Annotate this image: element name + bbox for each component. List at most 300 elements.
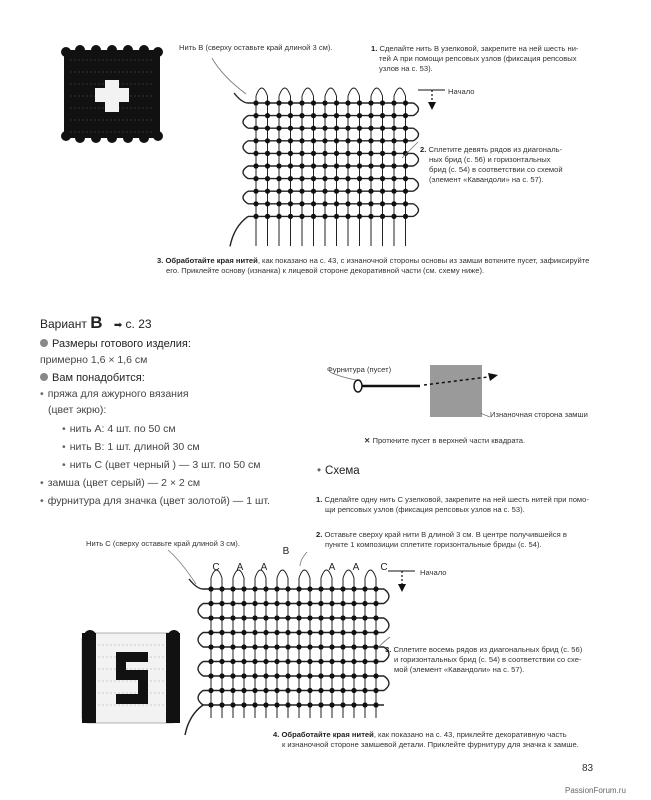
knot-dot [265, 189, 270, 194]
knot-dot [274, 702, 279, 707]
knot-dot [373, 673, 378, 678]
top-step2-line-1: Сплетите девять рядов из диагональ- [428, 145, 563, 154]
knot-dot [307, 615, 312, 620]
knot-dot [274, 644, 279, 649]
knot-dot [403, 214, 408, 219]
knot-dot [340, 673, 345, 678]
knot-dot [219, 630, 224, 635]
knot-dot [311, 214, 316, 219]
knot-dot [263, 586, 268, 591]
knot-dot [380, 100, 385, 105]
pin-note-text: Проткните пусет в верхней части квадрата. [372, 436, 526, 445]
cross-badge-photo [61, 45, 163, 143]
knot-dot [274, 659, 279, 664]
knot-dot [380, 176, 385, 181]
knot-dot [373, 644, 378, 649]
knot-dot [334, 189, 339, 194]
knot-dot [391, 113, 396, 118]
knot-dot [252, 601, 257, 606]
knot-dot [285, 615, 290, 620]
knot-dot [403, 113, 408, 118]
need-item-2: (цвет экрю): [48, 404, 107, 416]
knot-dot [403, 163, 408, 168]
knot-dot [208, 659, 213, 664]
knot-dot [340, 702, 345, 707]
scheme-step2-line-1: Оставьте сверху край нити В длиной 3 см. В центре получившейся в [324, 530, 567, 539]
start-arrow-icon [418, 90, 445, 110]
knot-dot [253, 163, 258, 168]
knot-dot [380, 214, 385, 219]
bullet-icon [40, 373, 48, 381]
scheme-step1 [316, 495, 616, 515]
knot-dot [380, 201, 385, 206]
knot-dot [340, 644, 345, 649]
knot-dot [285, 702, 290, 707]
side-turn [414, 204, 419, 217]
knot-dot [391, 189, 396, 194]
need-item-5: нить С (цвет черный ) — 3 шт. по 50 см [69, 459, 261, 471]
top-step3-bold: Обработайте края нитей [165, 256, 258, 265]
pin-note [364, 436, 525, 446]
knot-dot [322, 151, 327, 156]
knot-dot [391, 201, 396, 206]
thread-loop [394, 88, 406, 96]
knot-dot [299, 138, 304, 143]
scheme-step3-line-1: Сплетите восемь рядов из диагональных брид (с. 56) [393, 645, 583, 654]
thread-loop [348, 88, 360, 96]
top-step3-line-1: , как показано на с. 43, с изнаночной стороны основы из замши воткните пусет, зафиксируйте [257, 256, 590, 265]
knot-dot [263, 702, 268, 707]
knot-dot [351, 702, 356, 707]
knot-dot [208, 630, 213, 635]
knot-dot [288, 163, 293, 168]
knot-dot [334, 201, 339, 206]
knot-dot [357, 201, 362, 206]
knot-dot [230, 673, 235, 678]
scheme-step1-line-2: щи репсовых узлов (фиксация репсовых узлов на с. 53). [325, 505, 525, 514]
knot-dot [318, 644, 323, 649]
knot-dot [219, 601, 224, 606]
top-step1-num: 1. [371, 44, 378, 53]
need-item-3: нить А: 4 шт. по 50 см [69, 423, 176, 435]
knot-dot [263, 601, 268, 606]
knot-dot [362, 702, 367, 707]
knot-dot [403, 176, 408, 181]
side-turn [384, 618, 389, 633]
knot-dot [253, 151, 258, 156]
scheme-step2-line-2: пункте 1 композиции сплетите горизонтальные бриды (с. 54). [325, 540, 542, 549]
knot-dot [253, 189, 258, 194]
need-item-6: замша (цвет серый) — 2 × 2 см [47, 477, 201, 489]
knot-dot [311, 176, 316, 181]
knot-dot [296, 601, 301, 606]
thread-loop [371, 88, 383, 96]
knot-dot [373, 688, 378, 693]
knot-dot [241, 630, 246, 635]
scheme-step4 [273, 730, 613, 750]
scheme-step4-line-1: , как показано на с. 43, приклейте декоративную часть [373, 730, 567, 739]
need-heading: Вам понадобится: [52, 372, 145, 384]
knot-dot [391, 163, 396, 168]
knot-dot [380, 163, 385, 168]
knot-dot [296, 644, 301, 649]
knot-dot [311, 100, 316, 105]
knot-dot [345, 126, 350, 131]
side-turn [384, 676, 389, 691]
knot-dot [362, 586, 367, 591]
knot-dot [345, 100, 350, 105]
knot-dot [357, 214, 362, 219]
side-turn [243, 141, 248, 154]
knot-dot [299, 189, 304, 194]
size-value: примерно 1,6 × 1,6 см [40, 354, 148, 366]
knot-dot [322, 113, 327, 118]
knot-dot [307, 673, 312, 678]
knot-dot [274, 601, 279, 606]
knot-dot [208, 673, 213, 678]
thread-loop [277, 570, 288, 578]
watermark: PassionForum.ru [565, 786, 626, 795]
top-start-label: Начало [448, 87, 475, 96]
knot-dot [265, 201, 270, 206]
knot-dot [230, 630, 235, 635]
knot-dot [373, 702, 378, 707]
scheme-step3 [385, 645, 625, 675]
knot-dot [322, 201, 327, 206]
scheme-step2-num: 2. [316, 530, 323, 539]
knot-dot [219, 673, 224, 678]
knot-dot [241, 586, 246, 591]
entry-thread [234, 93, 248, 103]
knot-dot [208, 601, 213, 606]
side-turn [414, 128, 419, 141]
knot-dot [345, 113, 350, 118]
knot-dot [340, 630, 345, 635]
knot-dot [285, 673, 290, 678]
suede-square [430, 365, 482, 417]
knot-dot [276, 100, 281, 105]
pin-icon [354, 380, 420, 392]
knot-dot [351, 644, 356, 649]
side-turn [243, 166, 248, 179]
arrow-right-icon: ➡ [113, 320, 123, 331]
knot-dot [263, 688, 268, 693]
scheme-step4-num: 4. [273, 730, 280, 739]
variant-title [40, 313, 152, 333]
knot-dot [252, 630, 257, 635]
knot-dot [253, 176, 258, 181]
variant-ref: с. 23 [125, 317, 152, 331]
knot-dot [345, 163, 350, 168]
need-item-7: фурнитура для значка (цвет золотой) — 1 шт. [47, 495, 270, 507]
top-step2-line-3: брид (с. 54) в соответствии со схемой [429, 165, 563, 174]
knot-dot [288, 138, 293, 143]
knot-dot [219, 586, 224, 591]
exit-thread [185, 705, 203, 735]
knot-dot [241, 688, 246, 693]
specs-block: Размеры готового изделия: примерно 1,6 × 1,6 см Вам понадобится: • пряжа для ажурного вязания (цвет экрю): • нить А: 4 шт. по 50 см • нить В: 1 шт. длиной 30 см • нить С (цвет черный ) — 3 шт. по 50 см • замша (цвет серый) — 2 × 2 см • фурнитура для значка (цвет золотой) — 1 шт. [40, 338, 340, 509]
knot-dot [307, 702, 312, 707]
knot-dot [253, 100, 258, 105]
knot-dot [241, 615, 246, 620]
top-step1-line-1: Сделайте нить B узелковой, закрепите на ней шесть ни- [379, 44, 579, 53]
knot-dot [252, 702, 257, 707]
knot-dot [265, 113, 270, 118]
thread-loop [299, 570, 310, 578]
knot-dot [241, 659, 246, 664]
knot-dot [334, 113, 339, 118]
need-item: • пряжа для ажурного вязания [40, 388, 189, 400]
page-number: 83 [582, 763, 594, 774]
knot-dot [276, 214, 281, 219]
bullet-icon [40, 339, 48, 347]
top-step1 [371, 44, 611, 74]
knot-dot [307, 644, 312, 649]
top-step1-line-3: узлов на с. 53). [379, 64, 433, 73]
knot-dot [241, 601, 246, 606]
thread-loop [325, 88, 337, 96]
knot-dot [368, 163, 373, 168]
knot-dot [263, 659, 268, 664]
knot-dot [373, 630, 378, 635]
knot-dot [296, 630, 301, 635]
knot-dot [208, 702, 213, 707]
bottom-start-label: Начало [420, 568, 447, 577]
knot-dot [351, 673, 356, 678]
knot-dot [373, 601, 378, 606]
knot-dot [263, 615, 268, 620]
need-item-4: нить В: 1 шт. длиной 30 см [69, 441, 200, 453]
scheme-thread-label: Нить С (сверху оставьте край длиной 3 см). [86, 539, 240, 548]
knot-dot [299, 163, 304, 168]
close-icon: ✕ [364, 436, 371, 445]
thread-loop [279, 88, 291, 96]
knot-dot [329, 601, 334, 606]
thread-loop [302, 88, 314, 96]
need-item-1: пряжа для ажурного вязания [47, 388, 189, 400]
knot-dot [318, 688, 323, 693]
knot-dot [357, 163, 362, 168]
knot-dot [403, 138, 408, 143]
knot-dot [230, 615, 235, 620]
top-step3-line-2: его. Приклейте основу (изнанка) к лицевой стороне декоративной части (см. схему ниже). [166, 266, 485, 275]
knot-dot [318, 702, 323, 707]
knot-dot [307, 601, 312, 606]
variant-letter: B [90, 313, 103, 332]
knot-dot [329, 702, 334, 707]
knot-dot [230, 586, 235, 591]
knot-dot [334, 126, 339, 131]
knot-dot [285, 644, 290, 649]
knot-dot [252, 586, 257, 591]
knot-dot [373, 659, 378, 664]
knot-dot [311, 138, 316, 143]
knot-dot [285, 586, 290, 591]
knot-dot [263, 630, 268, 635]
knot-dot [391, 100, 396, 105]
knot-dot [219, 688, 224, 693]
knot-dot [368, 100, 373, 105]
five-badge-photo [82, 630, 180, 723]
knot-dot [329, 688, 334, 693]
knot-dot [252, 673, 257, 678]
knot-dot [362, 615, 367, 620]
knot-dot [322, 163, 327, 168]
knot-dot [351, 586, 356, 591]
side-turn [243, 116, 248, 129]
knot-dot [253, 138, 258, 143]
knot-dot [311, 126, 316, 131]
knot-dot [362, 659, 367, 664]
knot-dot [296, 586, 301, 591]
knot-dot [253, 126, 258, 131]
knot-dot [285, 688, 290, 693]
knot-dot [340, 615, 345, 620]
thread-loop [256, 88, 268, 96]
scheme-heading-text: Схема [325, 465, 360, 477]
knot-dot [276, 113, 281, 118]
knot-dot [329, 659, 334, 664]
knot-dot [311, 113, 316, 118]
knot-dot [230, 659, 235, 664]
knot-dot [318, 630, 323, 635]
knot-dot [230, 702, 235, 707]
knot-dot [403, 189, 408, 194]
knot-dot [357, 176, 362, 181]
knot-dot [288, 113, 293, 118]
knot-dot [208, 586, 213, 591]
knot-dot [322, 189, 327, 194]
knot-dot [276, 189, 281, 194]
size-heading: Размеры готового изделия: [52, 338, 191, 350]
knot-dot [307, 630, 312, 635]
knot-dot [322, 214, 327, 219]
macrame-scheme-top [230, 88, 419, 246]
knot-dot [274, 673, 279, 678]
knot-dot [340, 601, 345, 606]
knot-dot [276, 151, 281, 156]
knot-dot [288, 151, 293, 156]
knot-dot [403, 126, 408, 131]
knot-dot [403, 201, 408, 206]
knot-dot [362, 673, 367, 678]
knot-dot [362, 601, 367, 606]
scheme-step3-line-2: и горизонтальных брид (с. 54) в соответствии со схе- [394, 655, 582, 664]
knot-dot [299, 201, 304, 206]
knot-dot [288, 126, 293, 131]
knot-dot [362, 688, 367, 693]
knot-dot [230, 601, 235, 606]
scheme-step4-line-2: к изнаночной стороне замшевой детали. Приклейте фурнитуру для значка к замше. [282, 740, 579, 749]
knot-dot [274, 586, 279, 591]
side-turn [414, 103, 419, 116]
knot-dot [345, 176, 350, 181]
knot-dot [253, 201, 258, 206]
knot-dot [311, 151, 316, 156]
knot-dot [334, 138, 339, 143]
knot-dot [391, 214, 396, 219]
top-step3-num: 3. [157, 256, 164, 265]
thread-letter: C [212, 562, 220, 573]
knot-dot [329, 615, 334, 620]
knot-dot [351, 601, 356, 606]
knot-dot [219, 644, 224, 649]
knot-dot [285, 659, 290, 664]
pin-label: Фурнитура (пусет) [327, 365, 392, 374]
knot-dot [276, 126, 281, 131]
knot-dot [357, 100, 362, 105]
knot-dot [329, 644, 334, 649]
scheme-heading: • Схема [317, 465, 360, 477]
knot-dot [368, 201, 373, 206]
knot-dot [299, 151, 304, 156]
side-turn [414, 179, 419, 192]
side-turn [198, 604, 203, 619]
side-turn [198, 633, 203, 648]
knot-dot [357, 138, 362, 143]
knot-dot [368, 189, 373, 194]
knot-dot [318, 673, 323, 678]
knot-dot [322, 100, 327, 105]
knot-dot [329, 630, 334, 635]
knot-dot [263, 673, 268, 678]
knot-dot [334, 100, 339, 105]
knot-dot [368, 151, 373, 156]
knot-dot [230, 644, 235, 649]
knot-dot [311, 163, 316, 168]
knot-dot [208, 688, 213, 693]
knot-dot [345, 138, 350, 143]
knot-dot [288, 201, 293, 206]
knot-dot [322, 138, 327, 143]
knot-dot [318, 601, 323, 606]
knot-dot [380, 113, 385, 118]
knot-dot [252, 615, 257, 620]
knot-dot [322, 126, 327, 131]
exit-thread [230, 216, 248, 246]
knot-dot [334, 176, 339, 181]
knot-dot [299, 214, 304, 219]
knot-dot [357, 189, 362, 194]
knot-dot [253, 214, 258, 219]
knot-dot [322, 176, 327, 181]
suede-label: Изнаночная сторона замши [490, 410, 588, 419]
knot-dot [276, 176, 281, 181]
knot-dot [265, 163, 270, 168]
knot-dot [219, 659, 224, 664]
knot-dot [253, 113, 258, 118]
knot-dot [373, 615, 378, 620]
knot-dot [329, 673, 334, 678]
thread-letter: A [328, 562, 336, 573]
top-step2-line-2: ных брид (с. 56) и горизонтальных [429, 155, 551, 164]
top-thread-label: Нить B (сверху оставьте край длиной 3 см). [179, 43, 333, 52]
knot-dot [285, 630, 290, 635]
knot-dot [265, 100, 270, 105]
knot-dot [299, 176, 304, 181]
knot-dot [345, 151, 350, 156]
side-turn [198, 662, 203, 677]
knot-dot [391, 126, 396, 131]
side-turn [243, 191, 248, 204]
knot-dot [208, 644, 213, 649]
knot-dot [345, 189, 350, 194]
knot-dot [265, 126, 270, 131]
knot-dot [285, 601, 290, 606]
knot-dot [263, 644, 268, 649]
knot-dot [241, 702, 246, 707]
thread-letter: A [236, 562, 244, 573]
